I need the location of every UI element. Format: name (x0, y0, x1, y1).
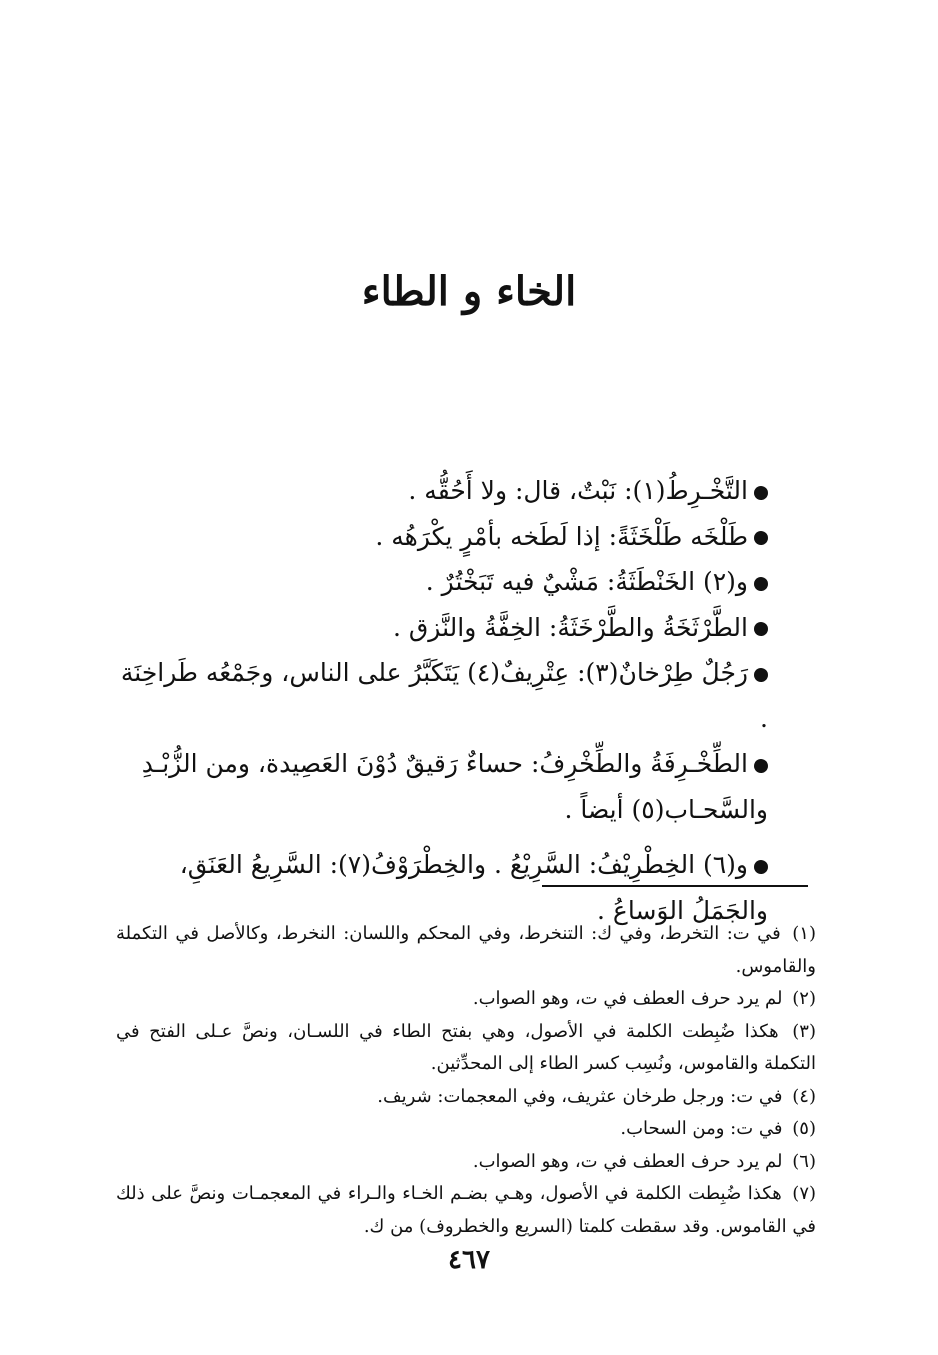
footnote-number: (٥) (792, 1118, 816, 1139)
entry-text: الطَّرْثَخَةُ والطَّرْخَثَةُ: الخِفَّةُ والنَّزق . (393, 612, 748, 642)
footnote-text: لم يرد حرف العطف في ت، وهو الصواب. (472, 988, 783, 1009)
footnote-item (116, 918, 816, 983)
entry-list (108, 468, 768, 933)
footnote-number: (٦) (792, 1150, 816, 1172)
footnote-divider (542, 885, 808, 887)
entry-text: رَجُلٌ طِرْخانٌ(٣): عِتْرِيفٌ(٤) يَتَكَبَّرُ على الناس، وجَمْعُه طَراخِنَة . (120, 658, 768, 733)
footnote-number: (١) (792, 923, 816, 944)
entry-text: و(٦) الخِطْرِيْفُ: السَّرِيْعُ . والخِطْرَوْفُ(٧): السَّرِيعُ العَنَقِ، والجَمَلُ الوَساعُ . (179, 850, 768, 925)
footnote-item (116, 1016, 816, 1081)
entry-item (108, 741, 768, 832)
bullet-icon (754, 577, 768, 591)
entry-item (108, 650, 768, 741)
footnote-number: (٤) (792, 1085, 816, 1107)
footnote-item (116, 1178, 816, 1243)
footnote-number: (٢) (792, 988, 816, 1009)
bullet-icon (754, 860, 768, 874)
bullet-icon (754, 759, 768, 773)
footnote-text: في ت: التخرط، وفي ك: التنخرط، وفي المحكم واللسان: النخرط، وكالأصل في التكملة والقاموس. (116, 923, 816, 977)
footnote-item (116, 1081, 816, 1114)
footnote-text: هكذا ضُبِطت الكلمة في الأصول، وهي بفتح الطاء في اللسـان، ونصَّ عـلى الفتح في التكملة والقاموس، ونُسِب كسر الطاء إلى المحدِّثين. (116, 1020, 816, 1074)
footnote-item (116, 1146, 816, 1179)
entry-text: طَلْخَه طَلْخَثَةً: إذا لَطَخه بأمْرٍ يكْرَهُه . (375, 521, 748, 551)
entry-text: الطِّخْـرِفَةُ والطِّخْرِفُ: حساءٌ رَقيقٌ دُوْنَ العَصِيدة، ومن الزُّبْـدِ والسَّحـاب(٥) أيضاً . (141, 749, 768, 824)
bullet-icon (754, 531, 768, 545)
entry-text: التَّخْـرِطُ(١): نَبْتٌ، قال: ولا أَحُقُّه . (408, 476, 748, 505)
page-number: ٤٦٧ (448, 1245, 490, 1275)
footnote-list (116, 918, 816, 1243)
bullet-icon (754, 668, 768, 682)
entry-item (108, 468, 768, 514)
footnote-text: هكذا ضُبِطت الكلمة في الأصول، وهـي بضـم الخـاء والـراء في المعجمـات ونصَّ على ذلك في القاموس. وقد سقطت كلمتا (السريع والخطروف) من ك. (116, 1183, 816, 1237)
entry-text: و(٢) الخَنْطَثَةُ: مَشْيٌ فيه تَبَخْتُرٌ . (425, 567, 748, 596)
footnote-number: (٣) (792, 1020, 816, 1042)
bullet-icon (754, 486, 768, 500)
entry-item (108, 559, 768, 605)
chapter-title: الخاء و الطاء (361, 268, 577, 315)
footnote-text: في ت: ومن السحاب. (620, 1118, 783, 1139)
bullet-icon (754, 622, 768, 636)
footnote-text: لم يرد حرف العطف في ت، وهو الصواب. (472, 1150, 783, 1172)
footnote-item (116, 1113, 816, 1146)
footnote-item (116, 983, 816, 1016)
entry-item (108, 514, 768, 560)
footnote-text: في ت: ورجل طرخان عثريف، وفي المعجمات: شريف. (377, 1085, 783, 1107)
footnote-number: (٧) (792, 1183, 817, 1204)
entry-item (108, 605, 768, 651)
